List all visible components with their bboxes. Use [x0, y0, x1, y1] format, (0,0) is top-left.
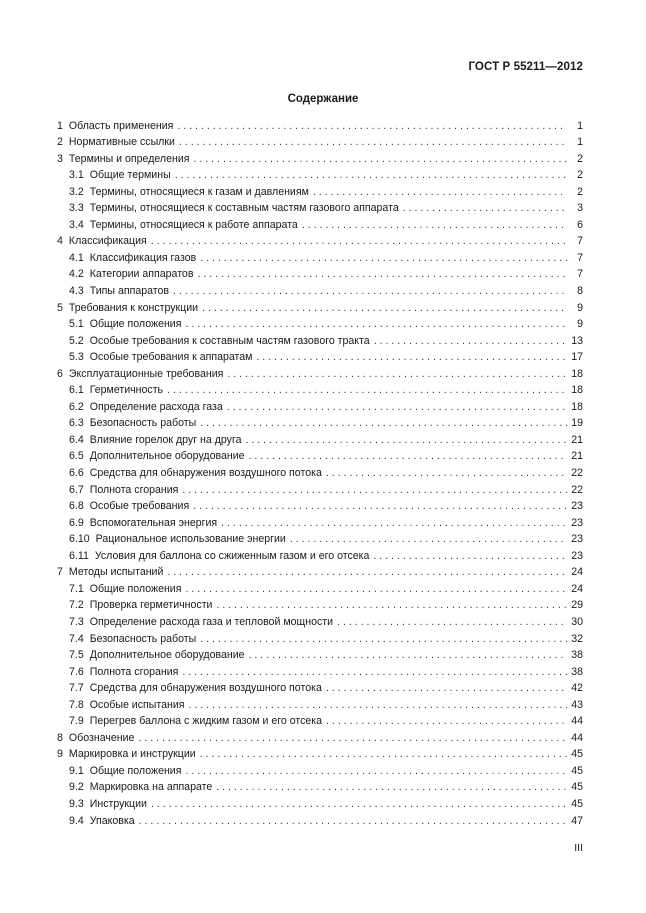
toc-entry[interactable]	[57, 579, 583, 596]
toc-entry-label: Определение расхода газа и тепловой мощности	[89, 615, 334, 628]
toc-entry-page: 23	[571, 500, 583, 513]
toc-leader-dots	[216, 599, 567, 612]
toc-entry-number: 1	[57, 119, 63, 132]
toc-entry-label: Дополнительное оборудование	[89, 450, 245, 463]
toc-entry[interactable]	[57, 364, 583, 381]
toc-entry-label: Общие положения	[89, 582, 182, 595]
toc-leader-dots	[216, 781, 567, 794]
toc-entry-page: 47	[571, 814, 583, 827]
toc-leader-dots	[374, 335, 567, 348]
toc-entry[interactable]	[57, 546, 583, 563]
toc-entry-label: Общие термины	[89, 169, 171, 182]
page-title: Содержание	[287, 93, 359, 105]
toc-entry[interactable]	[57, 596, 583, 613]
toc-entry-number: 5.3	[69, 351, 84, 364]
toc-leader-dots	[167, 384, 567, 397]
toc-entry-label: Область применения	[68, 119, 174, 132]
toc-entry-page: 9	[577, 318, 583, 331]
toc-entry-page: 8	[577, 285, 583, 298]
toc-entry[interactable]	[57, 728, 583, 745]
toc-entry-number: 7	[57, 566, 63, 579]
toc-entry-page: 1	[577, 136, 583, 149]
toc-entry[interactable]	[57, 182, 583, 199]
toc-entry-number: 6.11	[69, 549, 89, 562]
toc-leader-dots	[326, 715, 567, 728]
toc-entry-number: 9.3	[69, 797, 84, 810]
toc-entry[interactable]	[57, 712, 583, 729]
toc-entry-page: 43	[571, 698, 583, 711]
toc-leader-dots	[249, 450, 567, 463]
toc-leader-dots	[139, 815, 567, 828]
toc-leader-dots	[185, 318, 567, 331]
toc-entry[interactable]	[57, 248, 583, 265]
toc-entry[interactable]	[57, 811, 583, 828]
toc-entry-number: 6.4	[69, 433, 84, 446]
page-folio: III	[574, 842, 583, 854]
toc-leader-dots	[179, 136, 567, 149]
toc-entry-number: 7.4	[69, 632, 84, 645]
toc-entry[interactable]	[57, 232, 583, 249]
toc-entry-number: 6.1	[69, 384, 84, 397]
toc-entry-number: 4	[57, 235, 63, 248]
toc-entry-page: 7	[577, 268, 583, 281]
toc-entry-page: 45	[571, 781, 583, 794]
toc-entry-page: 3	[577, 202, 583, 215]
toc-entry-page: 44	[571, 731, 583, 744]
toc-entry-number: 6.7	[69, 483, 84, 496]
toc-entry[interactable]	[57, 513, 583, 530]
toc-entry[interactable]	[57, 315, 583, 332]
toc-entry-number: 3.3	[69, 202, 84, 215]
toc-entry-number: 3.2	[69, 185, 84, 198]
toc-leader-dots	[185, 583, 567, 596]
toc-entry[interactable]	[57, 629, 583, 646]
toc-entry-number: 2	[57, 136, 63, 149]
toc-entry-label: Особые испытания	[89, 698, 185, 711]
toc-entry[interactable]	[57, 463, 583, 480]
toc-entry[interactable]	[57, 116, 583, 133]
toc-leader-dots	[151, 798, 567, 811]
toc-entry-label: Вспомогательная энергия	[89, 516, 218, 529]
toc-leader-dots	[326, 467, 567, 480]
toc-entry[interactable]	[57, 761, 583, 778]
toc-entry-number: 5.1	[69, 318, 84, 331]
toc-entry-label: Герметичность	[89, 384, 164, 397]
toc-entry-page: 7	[577, 251, 583, 264]
toc-entry-page: 38	[571, 665, 583, 678]
toc-entry-number: 3.4	[69, 218, 84, 231]
toc-entry-label: Рациональное использование энергии	[95, 533, 286, 546]
toc-entry-number: 4.2	[69, 268, 84, 281]
toc-entry-number: 6.9	[69, 516, 84, 529]
toc-leader-dots	[245, 434, 567, 447]
toc-entry-page: 18	[571, 384, 583, 397]
toc-leader-dots	[167, 566, 567, 579]
toc-entry-label: Средства для обнаружения воздушного потока	[89, 467, 322, 480]
toc-leader-dots	[197, 268, 567, 281]
toc-entry-label: Полнота сгорания	[89, 665, 179, 678]
toc-entry-label: Маркировка на аппарате	[89, 781, 213, 794]
toc-entry-label: Определение расхода газа	[89, 400, 223, 413]
toc-entry-page: 6	[577, 218, 583, 231]
toc-entry[interactable]	[57, 397, 583, 414]
toc-entry-number: 9.4	[69, 814, 84, 827]
toc-entry[interactable]	[57, 480, 583, 497]
toc-leader-dots	[249, 649, 567, 662]
toc-leader-dots	[182, 484, 567, 497]
toc-entry-page: 45	[571, 797, 583, 810]
toc-entry-page: 1	[577, 119, 583, 132]
toc-entry[interactable]	[57, 133, 583, 150]
toc-entry-label: Типы аппаратов	[89, 285, 170, 298]
toc-entry-number: 7.6	[69, 665, 84, 678]
toc-leader-dots	[337, 616, 567, 629]
toc-entry-number: 6.5	[69, 450, 84, 463]
toc-entry-number: 6	[57, 367, 63, 380]
toc-entry-page: 42	[571, 682, 583, 695]
toc-leader-dots	[227, 401, 567, 414]
toc-entry[interactable]	[57, 695, 583, 712]
toc-entry-page: 9	[577, 301, 583, 314]
toc-entry-page: 24	[571, 582, 583, 595]
toc-entry-number: 3	[57, 152, 63, 165]
toc-entry-number: 6.2	[69, 400, 84, 413]
toc-entry-page: 45	[571, 748, 583, 761]
toc-entry[interactable]	[57, 381, 583, 398]
toc-entry-label: Маркировка и инструкции	[68, 748, 196, 761]
toc-entry-label: Дополнительное оборудование	[89, 649, 245, 662]
toc-leader-dots	[200, 748, 567, 761]
toc-entry[interactable]	[57, 563, 583, 580]
toc-entry[interactable]	[57, 778, 583, 795]
toc-entry-label: Классификация	[68, 235, 147, 248]
toc-leader-dots	[200, 417, 567, 430]
toc-entry-label: Влияние горелок друг на друга	[89, 433, 242, 446]
toc-leader-dots	[189, 699, 568, 712]
toc-leader-dots	[313, 186, 567, 199]
toc-entry-label: Безопасность работы	[89, 632, 197, 645]
toc-entry-page: 2	[577, 169, 583, 182]
toc-entry-number: 6.8	[69, 500, 84, 513]
toc-entry-number: 7.2	[69, 599, 84, 612]
toc-entry[interactable]	[57, 447, 583, 464]
toc-leader-dots	[302, 219, 567, 232]
toc-entry-label: Упаковка	[89, 814, 135, 827]
toc-entry-page: 19	[571, 417, 583, 430]
toc-entry-page: 2	[577, 185, 583, 198]
toc-entry-number: 4.1	[69, 251, 84, 264]
toc-entry[interactable]	[57, 646, 583, 663]
toc-leader-dots	[151, 235, 567, 248]
toc-entry-number: 3.1	[69, 169, 84, 182]
toc-entry-label: Безопасность работы	[89, 417, 197, 430]
toc-entry[interactable]	[57, 662, 583, 679]
toc-entry-number: 9.1	[69, 764, 84, 777]
table-of-contents	[57, 116, 583, 828]
toc-leader-dots	[326, 682, 567, 695]
toc-entry-page: 23	[571, 549, 583, 562]
toc-entry-number: 6.3	[69, 417, 84, 430]
toc-leader-dots	[200, 633, 567, 646]
toc-entry-page: 24	[571, 566, 583, 579]
toc-entry-page: 22	[571, 467, 583, 480]
toc-entry[interactable]	[57, 281, 583, 298]
toc-entry-page: 7	[577, 235, 583, 248]
toc-entry-page: 32	[571, 632, 583, 645]
toc-entry-number: 9	[57, 748, 63, 761]
toc-leader-dots	[173, 285, 567, 298]
toc-entry-label: Методы испытаний	[68, 566, 164, 579]
toc-entry[interactable]	[57, 745, 583, 762]
toc-entry-label: Общие положения	[89, 318, 182, 331]
toc-entry-label: Общие положения	[89, 764, 182, 777]
toc-entry-label: Средства для обнаружения воздушного потока	[89, 682, 322, 695]
toc-entry-page: 23	[571, 516, 583, 529]
toc-leader-dots	[202, 302, 567, 315]
toc-entry-label: Термины, относящиеся к составным частям газового аппарата	[89, 202, 399, 215]
toc-entry[interactable]	[57, 199, 583, 216]
toc-entry[interactable]	[57, 215, 583, 232]
toc-entry-label: Категории аппаратов	[89, 268, 194, 281]
toc-entry-page: 21	[571, 450, 583, 463]
toc-entry[interactable]	[57, 612, 583, 629]
toc-entry-page: 18	[571, 367, 583, 380]
toc-entry-number: 9.2	[69, 781, 84, 794]
toc-entry-label: Термины, относящиеся к работе аппарата	[89, 218, 298, 231]
toc-leader-dots	[403, 202, 567, 215]
toc-entry[interactable]	[57, 166, 583, 183]
toc-entry-number: 7.9	[69, 715, 84, 728]
toc-entry-page: 44	[571, 715, 583, 728]
toc-entry[interactable]	[57, 298, 583, 315]
toc-entry-label: Требования к конструкции	[68, 301, 199, 314]
toc-entry-label: Обозначение	[68, 731, 135, 744]
toc-leader-dots	[227, 368, 567, 381]
toc-entry[interactable]	[57, 414, 583, 431]
toc-entry-number: 7.1	[69, 582, 84, 595]
toc-entry-number: 7.5	[69, 649, 84, 662]
toc-entry-number: 5	[57, 301, 63, 314]
toc-entry-label: Условия для баллона со сжиженным газом и его отсека	[94, 549, 370, 562]
toc-leader-dots	[373, 550, 567, 563]
toc-entry-number: 7.3	[69, 615, 84, 628]
toc-leader-dots	[290, 533, 567, 546]
toc-entry[interactable]	[57, 794, 583, 811]
toc-entry[interactable]	[57, 679, 583, 696]
toc-entry-page: 45	[571, 764, 583, 777]
toc-entry-label: Термины и определения	[68, 152, 190, 165]
toc-entry-number: 5.2	[69, 334, 84, 347]
toc-entry-label: Термины, относящиеся к газам и давлениям	[89, 185, 309, 198]
toc-entry-number: 7.8	[69, 698, 84, 711]
toc-entry[interactable]	[57, 265, 583, 282]
toc-entry-number: 6.10	[69, 533, 90, 546]
toc-entry-page: 13	[571, 334, 583, 347]
toc-entry-number: 7.7	[69, 682, 84, 695]
toc-entry[interactable]	[57, 530, 583, 547]
toc-leader-dots	[221, 517, 567, 530]
toc-entry-number: 6.6	[69, 467, 84, 480]
toc-entry-number: 8	[57, 731, 63, 744]
toc-leader-dots	[256, 351, 567, 364]
standard-number: ГОСТ Р 55211—2012	[468, 61, 583, 73]
toc-entry-label: Перегрев баллона с жидким газом и его отсека	[89, 715, 323, 728]
toc-leader-dots	[177, 120, 567, 133]
toc-entry-label: Полнота сгорания	[89, 483, 179, 496]
toc-entry-page: 30	[571, 615, 583, 628]
toc-entry-page: 2	[577, 152, 583, 165]
toc-entry[interactable]	[57, 331, 583, 348]
toc-entry-label: Особые требования к составным частям газового тракта	[89, 334, 370, 347]
toc-entry-label: Инструкции	[89, 797, 147, 810]
toc-entry-label: Проверка герметичности	[89, 599, 213, 612]
document-header	[468, 61, 583, 73]
toc-leader-dots	[138, 732, 567, 745]
toc-entry-page: 23	[571, 533, 583, 546]
toc-entry-page: 18	[571, 400, 583, 413]
toc-entry-number: 4.3	[69, 285, 84, 298]
toc-entry-label: Эксплуатационные требования	[68, 367, 224, 380]
toc-entry-label: Особые требования к аппаратам	[89, 351, 253, 364]
toc-leader-dots	[194, 153, 567, 166]
toc-leader-dots	[200, 252, 567, 265]
toc-entry-page: 22	[571, 483, 583, 496]
toc-entry-label: Классификация газов	[89, 251, 197, 264]
toc-entry-page: 17	[571, 351, 583, 364]
toc-leader-dots	[193, 500, 567, 513]
toc-leader-dots	[185, 765, 567, 778]
toc-leader-dots	[182, 666, 567, 679]
toc-leader-dots	[175, 169, 567, 182]
toc-entry[interactable]	[57, 497, 583, 514]
toc-entry[interactable]	[57, 149, 583, 166]
toc-entry-page: 29	[571, 599, 583, 612]
toc-entry-page: 21	[571, 433, 583, 446]
toc-entry[interactable]	[57, 430, 583, 447]
toc-entry-page: 38	[571, 649, 583, 662]
toc-entry[interactable]	[57, 348, 583, 365]
toc-entry-label: Нормативные ссылки	[68, 136, 175, 149]
toc-entry-label: Особые требования	[89, 500, 190, 513]
